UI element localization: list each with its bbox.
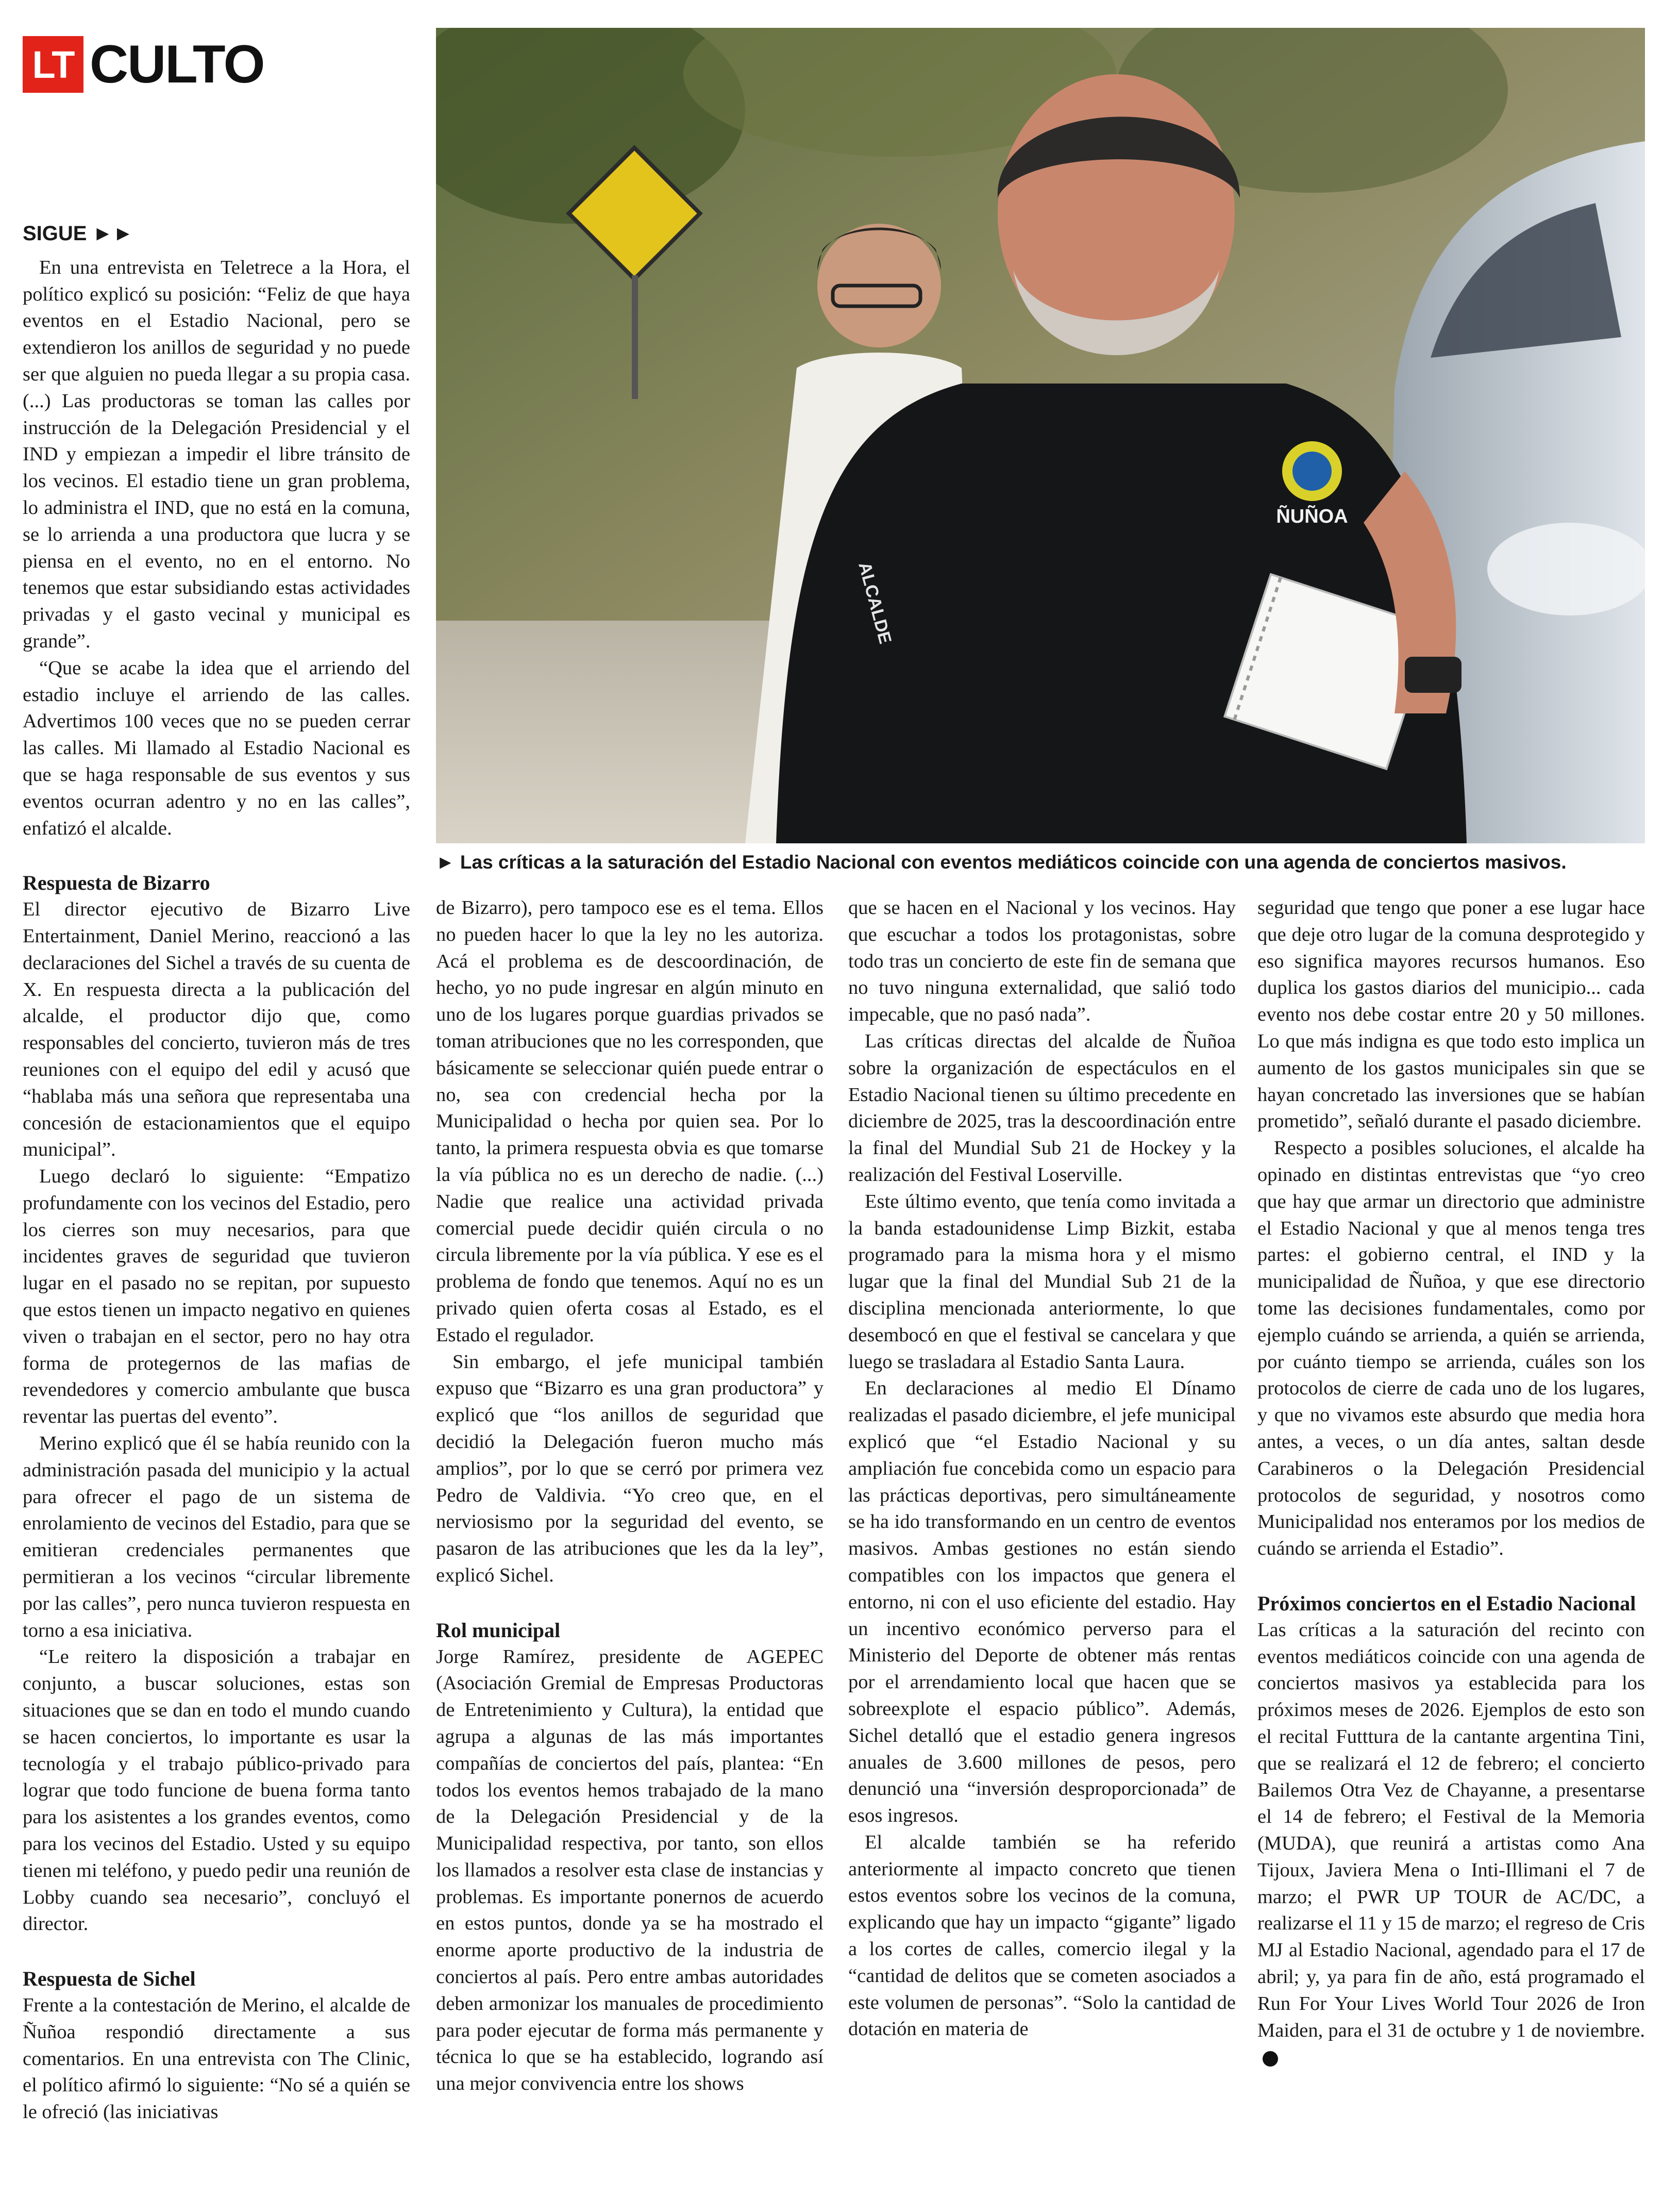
paragraph: El alcalde también se ha referido anteriormente al impacto concreto que tienen estos eventos sobre los vecinos de la comuna, explicando que hay un impacto “gigante” ligado a los cortes de calles, comercio ilegal y la “cantidad de delitos que se cometen asociados a este volumen de personas”. “Solo la cantidad de dotación en materia de (848, 1831, 1236, 2040)
end-of-article-mark (1263, 2051, 1278, 2067)
continuation-marker: SIGUE ►► (23, 222, 133, 245)
paragraph: que se hacen en el Nacional y los vecinos. Hay que escuchar a todos los protagonistas, sobre todo tras un concierto de este fin de semana que no tuvo ninguna externalidad, que salió todo impecable, que no pasó nada”. (848, 897, 1236, 1026)
column-1 (23, 221, 410, 2126)
paragraph: Luego declaró lo siguiente: “Empatizo profundamente con los vecinos del Estadio, pero los cierres son muy necesarios, para que incidentes graves de seguridad que tuvieron lugar en el pasado no se repitan, por supuesto que estos tienen un impacto negativo en quienes viven o trabajan en el sector, pero no hay otra forma de protegernos de las mafias de revendedores y comercio ambulante que busca reventar las puertas del evento”. (23, 1165, 410, 1428)
paragraph: En declaraciones al medio El Dínamo realizadas el pasado diciembre, el jefe municipal explicó que “el Estadio Nacional y su ampliación fue concebida como un espacio para las prácticas deportivas, pero simultáneamente se ha ido transformando en un centro de eventos masivos. Ambas gestiones no están siendo compatibles con los impactos que genera el entorno, ni con el uso eficiente del estadio. Hay un incentivo económico perverso para el Ministerio del Deporte de obtener más rentas por el arrendamiento local que hacen que se sobreexplote el espacio público”. Además, Sichel detalló que el estadio genera ingresos anuales de 3.600 millones de pesos, pero denunció una “inversión desproporcionada” de esos ingresos. (848, 1377, 1236, 1827)
paragraph: “Le reitero la disposición a trabajar en conjunto, a buscar soluciones, estas son situaciones que se dan en todo el mundo cuando se hacen conciertos, lo importante es usar la tecnología y el trabajo público-privado para lograr que todo funcione de buena forma tanto para los asistentes a los grandes eventos, como para los vecinos del Estadio. Usted y su equipo tienen mi teléfono, y puedo pedir una reunión de Lobby cuando sea necesario”, concluyó el director. (23, 1646, 410, 1935)
paragraph: “Que se acabe la idea que el arriendo del estadio incluye el arriendo de las calles. Advertimos 100 veces que no se pueden cerrar las calles. Mi llamado al Estadio Nacional es que se haga responsable de sus eventos y sus eventos ocurran adentro y no en las calles”, enfatizó el alcalde. (23, 657, 410, 839)
paragraph: El director ejecutivo de Bizarro Live Entertainment, Daniel Merino, reaccionó a las declaraciones del Sichel a través de su cuenta de X. En respuesta directa a la publicación del alcalde, el productor dijo que, como responsables del concierto, tuvieron más de tres reuniones con el equipo del edil y acusó que “hablaba más una señora que representaba una concesión de estacionamientos que el equipo municipal”. (23, 898, 410, 1161)
paragraph: Respecto a posibles soluciones, el alcalde ha opinado en distintas entrevistas que “yo creo que hay que armar un directorio que administre el Estadio Nacional y que al menos tenga tres partes: el gobierno central, el IND y la municipalidad de Ñuñoa, y que ese directorio tome las decisiones fundamentales, como por ejemplo cuándo se arrienda, a quién se arrienda, por cuánto tiempo se arrienda, cuáles son los protocolos de cierre de cada uno de los lugares, y que no vivamos este absurdo que media hora antes, a veces, o un día antes, saltan desde Carabineros o la Delegación Presidencial protocolos de seguridad, y nosotros como Municipalidad nos enteramos por los medios de cuándo se arrienda el Estadio”. (1257, 1137, 1645, 1560)
masthead-logo (23, 36, 264, 93)
paragraph: Sin embargo, el jefe municipal también expuso que “Bizarro es una gran productora” y explicó que “los anillos de seguridad que decidió la Delegación fueron mucho más amplios”, por lo que se cerró por primera vez Pedro de Valdivia. “Yo creo que, en el nerviosismo por la seguridad del evento, se pasaron de las atribuciones que les da la ley”, explicó Sichel. (436, 1351, 824, 1586)
paragraph: Frente a la contestación de Merino, el alcalde de Ñuñoa respondió directamente a sus comentarios. En una entrevista con The Clinic, el político afirmó lo siguiente: “No sé a quién se le ofreció (las iniciativas (23, 1994, 410, 2123)
logo-section-name: CULTO (90, 34, 264, 94)
paragraph: Las críticas directas del alcalde de Ñuñoa sobre la organización de espectáculos en el Estadio Nacional tienen su último precedente en diciembre de 2025, tras la descoordinación entre la final del Mundial Sub 21 de Hockey y la realización del Festival Loserville. (848, 1030, 1236, 1186)
paragraph-last (1257, 1617, 1645, 2071)
column-3 (848, 895, 1236, 2043)
lead-photo (436, 28, 1645, 843)
paragraph: seguridad que tengo que poner a ese lugar hace que deje otro lugar de la comuna desprotegido y eso significa mayores recursos humanos. Eso duplica los gastos diarios del municipio... cada evento nos debe costar entre 20 y 50 millones. Lo que más indigna es que todo esto implica un aumento de los gastos municipales sin que se hayan concretado las inversiones que se habían prometido”, señaló durante el pasado diciembre. (1257, 897, 1645, 1133)
shirt-logo-text: ÑUÑOA (1276, 506, 1348, 527)
column-2 (436, 895, 824, 2097)
subheading-respuesta-sichel: Respuesta de Sichel (23, 1967, 196, 1991)
paragraph-text: Las críticas a la saturación del recinto con eventos mediáticos coincide con una agenda de conciertos masivos ya establecida para los próximos meses de 2026. Ejemplos de esto son el recital Futttura de la cantante argentina Tini, que se realizará el 12 de febrero; el concierto Bailemos Otra Vez de Chayanne, a presentarse el 14 de febrero; el Festival de la Memoria (MUDA), que reunirá a artistas como Ana Tijoux, Javiera Mena o Inti-Illimani el 7 de marzo; el PWR UP TOUR de AC/DC, a realizarse el 11 y 15 de marzo; el regreso de Cris MJ al Estadio Nacional, agendado para el 17 de abril; y, ya para fin de año, está programado el Run For Your Lives World Tour 2026 de Iron Maiden, para el 31 de octubre y 1 de noviembre. (1257, 1619, 1645, 2041)
paragraph: Este último evento, que tenía como invitada a la banda estadounidense Limp Bizkit, estaba programado para la misma hora y el mismo lugar que la final del Mundial Sub 21 de la disciplina mencionada anteriormente, lo que desembocó en que el festival se cancelara y que luego se trasladara al Estadio Santa Laura. (848, 1190, 1236, 1373)
logo-lt-box: LT (23, 36, 83, 93)
photo-illustration (436, 28, 1645, 843)
sleeve-text: ALCALDE (854, 560, 896, 646)
column-4 (1257, 895, 1645, 2071)
paragraph: En una entrevista en Teletrece a la Hora, el político explicó su posición: “Feliz de que haya eventos en el Estadio Nacional, pero se extendieron los anillos de seguridad y no puede ser que alguien no pueda llegar a su propia casa. (...) Las productoras se toman las calles por instrucción de la Delegación Presidencial y el IND y empiezan a impedir el libre tránsito de los vecinos. El estadio tiene un gran problema, lo administra el IND, que no está en la comuna, se lo arrienda a una productora que lucra y se piensa en el evento, no en el entorno. No tenemos que estar subsidiando estas actividades privadas y el gasto vecinal y municipal es grande”. (23, 256, 410, 652)
paragraph: de Bizarro), pero tampoco ese es el tema. Ellos no pueden hacer lo que la ley no les autoriza. Acá el problema es de descoordinación, de hecho, yo no pude ingresar en algún minuto en uno de los lugares porque guardias privados se toman atribuciones que no les corresponden, que básicamente se seleccionar quién puede entrar o no, sea con credencial hecha por la Municipalidad o hecha por quien sea. Por lo tanto, la primera respuesta obvia es que tomarse la vía pública no es un derecho de nadie. (...) Nadie que realice una actividad privada comercial puede decidir quién circula o no circula libremente por la vía pública. Y ese es el problema de fondo que tenemos. Aquí no es un privado quien oferta cosas al Estado, es el Estado el regulador. (436, 897, 824, 1346)
paragraph: Merino explicó que él se había reunido con la administración pasada del municipio y la actual para ofrecer el pago de un sistema de enrolamiento de vecinos del Estadio, para que se emitieran credenciales permanentes que permitieran a los vecinos “circular libremente por las calles”, pero nunca tuvieron respuesta en torno a esa iniciativa. (23, 1433, 410, 1641)
subheading-rol-municipal: Rol municipal (436, 1618, 561, 1642)
subheading-respuesta-bizarro: Respuesta de Bizarro (23, 871, 210, 895)
photo-caption: ► Las críticas a la saturación del Estadio Nacional con eventos mediáticos coincide con una agenda de conciertos masivos. (436, 852, 1567, 873)
subheading-proximos-conciertos: Próximos conciertos en el Estadio Nacional (1257, 1591, 1636, 1615)
paragraph: Jorge Ramírez, presidente de AGEPEC (Asociación Gremial de Empresas Productoras de Entretenimiento y Cultura), la entidad que agrupa a algunas de las más importantes compañías de conciertos del país, plantea: “En todos los eventos hemos trabajado de la mano de la Delegación Presidencial y de la Municipalidad respectiva, por tanto, son ellos los llamados a resolver esta clase de instancias y problemas. Es importante ponernos de acuerdo en estos puntos, donde ya se ha mostrado el enorme aporte productivo de la industria de conciertos al país. Pero entre ambas autoridades deben armonizar los manuales de procedimiento para poder ejecutar de forma más permanente y técnica lo que se ha establecido, logrando así una mejor convivencia entre los shows (436, 1645, 824, 2095)
